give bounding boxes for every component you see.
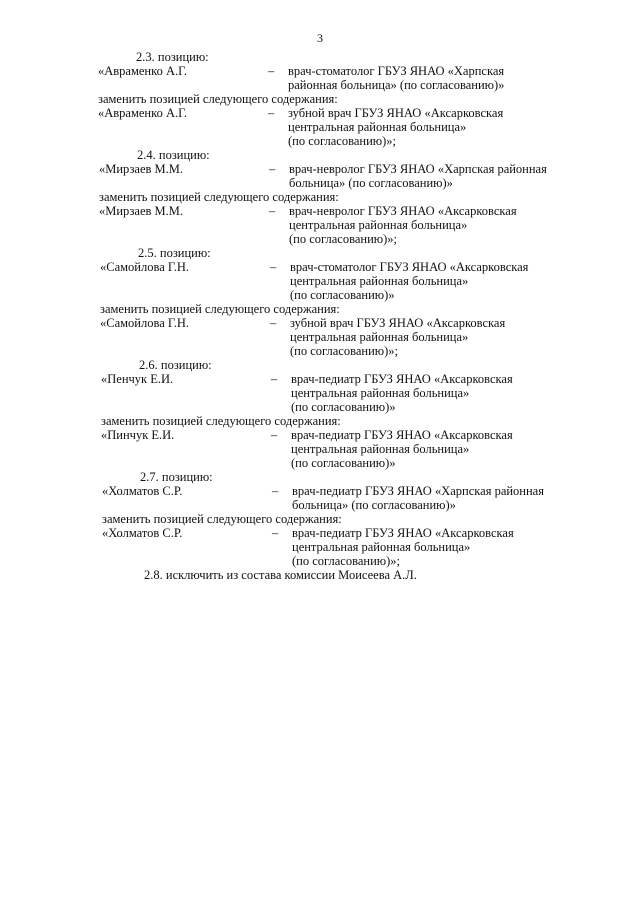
position-text xyxy=(289,162,608,190)
position-line: (по согласованию)»; xyxy=(289,232,397,246)
dash: – xyxy=(269,204,276,218)
position-line: центральная районная больница» xyxy=(291,386,470,400)
position-line: центральная районная больница» xyxy=(288,120,467,134)
position-line: центральная районная больница» xyxy=(290,274,469,288)
old-position-entry xyxy=(102,484,608,512)
position-line: (по согласованию)» xyxy=(290,288,395,302)
person-name: «Холматов С.Р. xyxy=(102,484,183,498)
position-text xyxy=(291,428,608,470)
position-text xyxy=(292,526,608,568)
position-line: (по согласованию)» xyxy=(291,456,396,470)
section-heading: 2.6. позицию: xyxy=(139,358,212,372)
old-position-entry xyxy=(98,64,608,92)
position-line: врач-стоматолог ГБУЗ ЯНАО «Аксарковская xyxy=(290,260,529,274)
position-text xyxy=(290,260,608,302)
position-line: (по согласованию)»; xyxy=(292,554,400,568)
section-heading: 2.7. позицию: xyxy=(140,470,213,484)
position-line: врач-невролог ГБУЗ ЯНАО «Аксарковская xyxy=(289,204,517,218)
position-text xyxy=(288,106,608,148)
replace-label: заменить позицией следующего содержания: xyxy=(99,190,339,204)
position-line: районная больница» (по согласованию)» xyxy=(288,78,505,92)
position-line: (по согласованию)»; xyxy=(290,344,398,358)
old-position-entry xyxy=(99,162,608,190)
position-line: больница» (по согласованию)» xyxy=(292,498,456,512)
dash: – xyxy=(268,64,275,78)
section-2-4 xyxy=(99,148,608,246)
person-name: «Мирзаев М.М. xyxy=(99,204,183,218)
dash: – xyxy=(270,260,277,274)
position-text xyxy=(288,64,608,92)
new-position-entry xyxy=(99,204,608,246)
position-text xyxy=(289,204,608,246)
position-line: врач-педиатр ГБУЗ ЯНАО «Аксарковская xyxy=(292,526,514,540)
dash: – xyxy=(272,526,279,540)
position-line: (по согласованию)»; xyxy=(288,134,396,148)
document-body xyxy=(98,50,608,582)
person-name: «Авраменко А.Г. xyxy=(98,64,188,78)
section-heading: 2.4. позицию: xyxy=(137,148,210,162)
dash: – xyxy=(271,428,278,442)
person-name: «Самойлова Г.Н. xyxy=(100,316,189,330)
person-name: «Мирзаев М.М. xyxy=(99,162,183,176)
replace-label: заменить позицией следующего содержания: xyxy=(102,512,342,526)
new-position-entry xyxy=(98,106,608,148)
final-clause: 2.8. исключить из состава комиссии Моисеева А.Л. xyxy=(144,568,417,582)
position-line: врач-педиатр ГБУЗ ЯНАО «Харпская районная xyxy=(292,484,544,498)
position-line: (по согласованию)» xyxy=(291,400,396,414)
old-position-entry xyxy=(101,372,608,414)
replace-label: заменить позицией следующего содержания: xyxy=(98,92,338,106)
person-name: «Пинчук Е.И. xyxy=(101,428,175,442)
position-line: центральная районная больница» xyxy=(289,218,468,232)
replace-label: заменить позицией следующего содержания: xyxy=(101,414,341,428)
section-2-5 xyxy=(100,246,608,358)
dash: – xyxy=(272,484,279,498)
position-line: зубной врач ГБУЗ ЯНАО «Аксарковская xyxy=(290,316,506,330)
position-line: врач-педиатр ГБУЗ ЯНАО «Аксарковская xyxy=(291,372,513,386)
person-name: «Авраменко А.Г. xyxy=(98,106,188,120)
dash: – xyxy=(269,162,276,176)
page-number: 3 xyxy=(317,31,323,45)
person-name: «Холматов С.Р. xyxy=(102,526,183,540)
old-position-entry xyxy=(100,260,608,302)
position-line: центральная районная больница» xyxy=(291,442,470,456)
position-line: зубной врач ГБУЗ ЯНАО «Аксарковская xyxy=(288,106,504,120)
new-position-entry xyxy=(101,428,608,470)
position-text xyxy=(291,372,608,414)
position-text xyxy=(290,316,608,358)
person-name: «Самойлова Г.Н. xyxy=(100,260,189,274)
section-heading: 2.5. позицию: xyxy=(138,246,211,260)
new-position-entry xyxy=(100,316,608,358)
person-name: «Пенчук Е.И. xyxy=(101,372,174,386)
dash: – xyxy=(268,106,275,120)
new-position-entry xyxy=(102,526,608,568)
dash: – xyxy=(271,372,278,386)
position-line: больница» (по согласованию)» xyxy=(289,176,453,190)
section-2-3 xyxy=(98,50,608,148)
replace-label: заменить позицией следующего содержания: xyxy=(100,302,340,316)
position-line: врач-невролог ГБУЗ ЯНАО «Харпская районная xyxy=(289,162,547,176)
position-line: врач-педиатр ГБУЗ ЯНАО «Аксарковская xyxy=(291,428,513,442)
dash: – xyxy=(270,316,277,330)
section-heading: 2.3. позицию: xyxy=(136,50,209,64)
position-line: центральная районная больница» xyxy=(290,330,469,344)
section-2-7 xyxy=(102,470,608,568)
position-text xyxy=(292,484,608,512)
position-line: врач-стоматолог ГБУЗ ЯНАО «Харпская xyxy=(288,64,505,78)
section-2-6 xyxy=(101,358,608,470)
position-line: центральная районная больница» xyxy=(292,540,471,554)
